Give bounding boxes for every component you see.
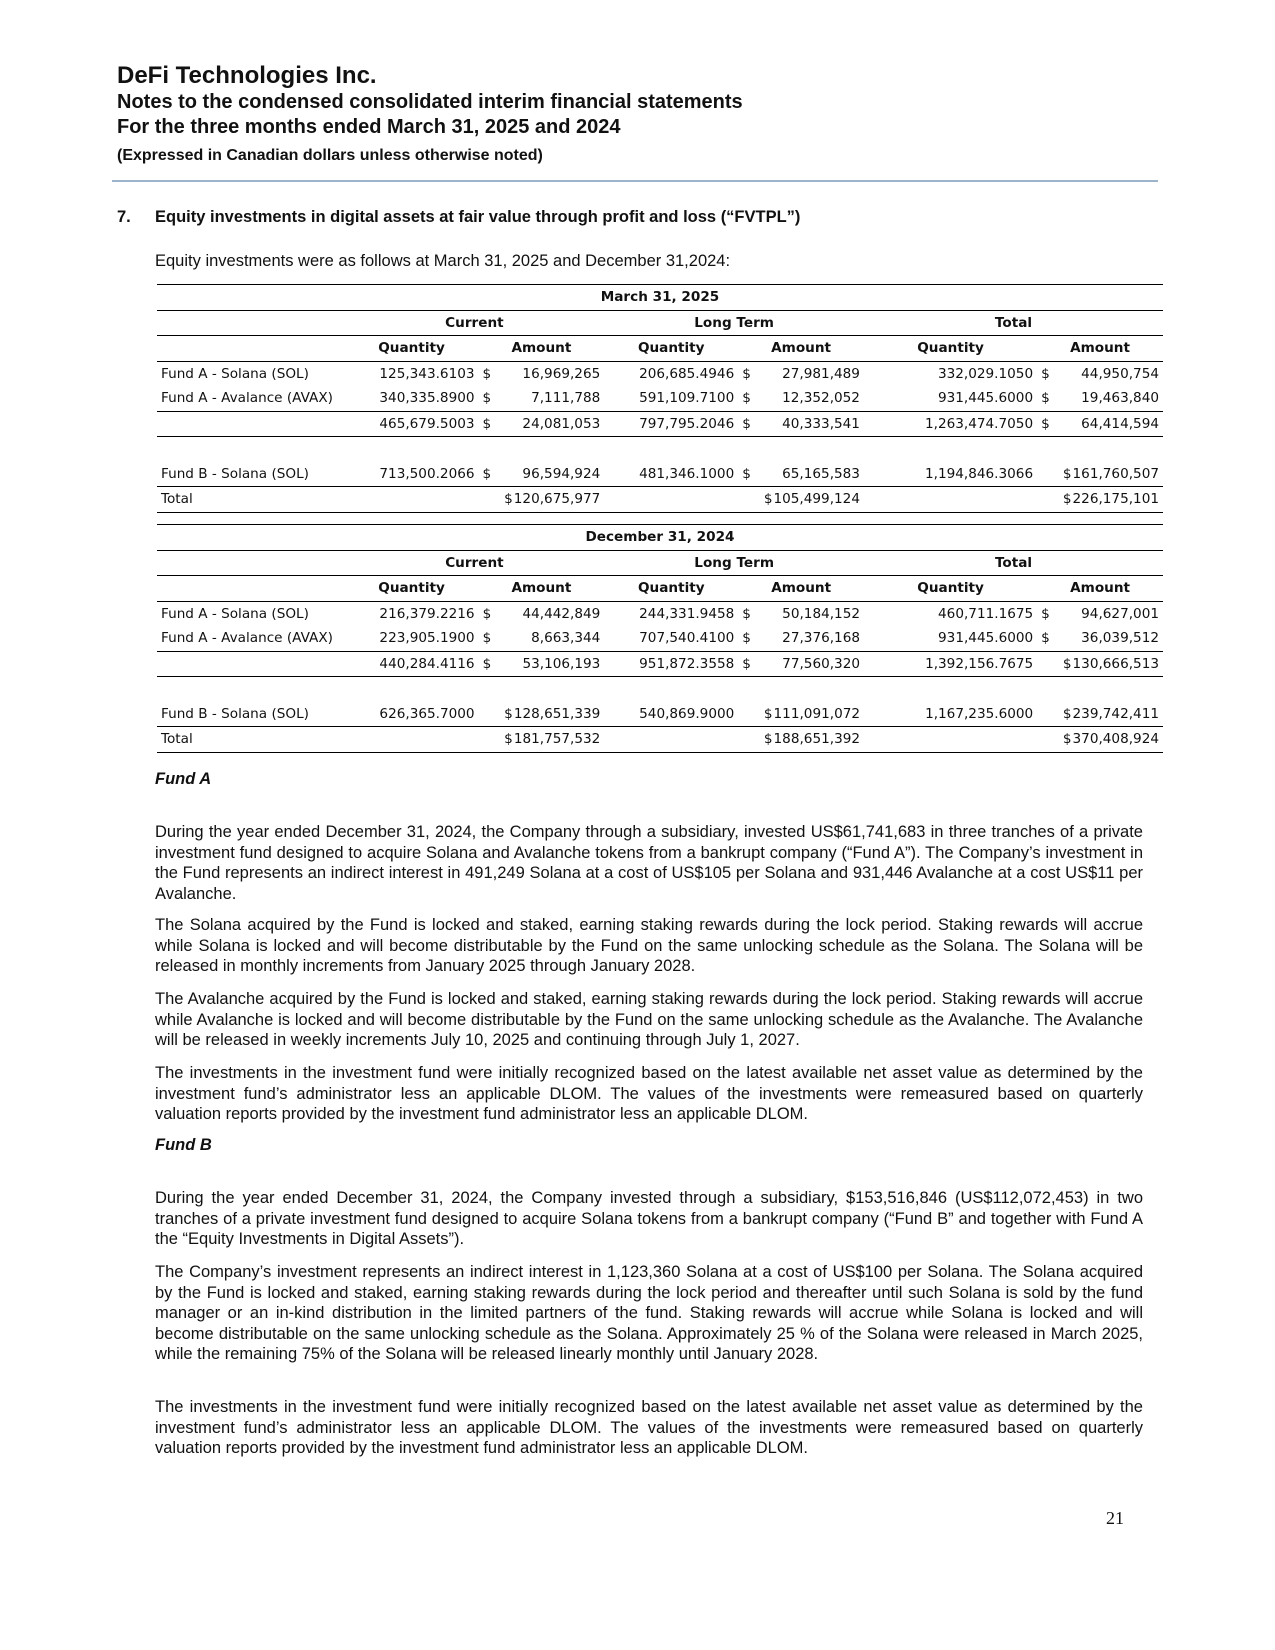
cell-current-amt: 181,757,532 [513, 731, 601, 748]
cell-current-qty: 340,335.8900 [345, 386, 479, 411]
header-divider [112, 180, 1158, 182]
cell-total-amt: 161,760,507 [1072, 465, 1159, 482]
fund-b-heading: Fund B [155, 1136, 212, 1154]
row-label: Fund A - Solana (SOL) [161, 365, 309, 382]
header-title: Notes to the condensed consolidated interim financial statements [117, 91, 743, 113]
cell-total-amt: 44,950,754 [1081, 365, 1159, 382]
group-total: Total [864, 310, 1163, 336]
col-amount: Amount [1037, 576, 1163, 602]
cell-longterm-amt: 40,333,541 [782, 415, 860, 432]
fund-a-paragraph-4: The investments in the investment fund were initially recognized based on the latest available net asset value as determined by the investment fund’s administrator less an applicable DLOM. The values of the investments were remeasured based on quarterly valuation reports provided by the investment fund administrator less an applicable DLOM. [155, 1064, 1143, 1124]
table-row [157, 601, 1163, 626]
group-current: Current [345, 550, 605, 576]
section-number: 7. [117, 208, 131, 226]
row-label: Fund A - Solana (SOL) [161, 605, 309, 622]
currency-symbol: $ [482, 390, 492, 407]
cell-longterm-amt: 65,165,583 [782, 465, 860, 482]
fund-b-paragraph-3: The investments in the investment fund were initially recognized based on the latest available net asset value as determined by the investment fund’s administrator less an applicable DLOM. The values of the investments were remeasured based on quarterly valuation reports provided by the investment fund administrator less an applicable DLOM. [155, 1398, 1143, 1458]
cell-current-amt: 96,594,924 [522, 465, 601, 482]
cell-current-qty: 713,500.2066 [345, 462, 479, 487]
cell-total-amt: 226,175,101 [1072, 491, 1159, 508]
col-quantity: Quantity [345, 576, 479, 602]
cell-current-amt: 120,675,977 [513, 491, 601, 508]
page-header [117, 62, 1157, 167]
cell-total-amt: 370,408,924 [1072, 731, 1159, 748]
cell-current-qty: 440,284.4116 [345, 651, 479, 677]
cell-longterm-amt: 27,376,168 [782, 630, 861, 647]
cell-longterm-amt: 77,560,320 [782, 655, 861, 672]
section-heading [117, 208, 800, 227]
fund-b-paragraph-1: During the year ended December 31, 2024, the Company invested through a subsidiary, $153,516,846 (US$112,072,453) in two tranches of a private investment fund designed to acquire Solana tokens from a bankrupt company (“Fund B” and together with Fund A the “Equity Investments in Digital Assets”). [155, 1189, 1143, 1249]
currency-symbol: $ [1062, 491, 1072, 508]
cell-longterm-qty: 206,685.4946 [639, 365, 735, 382]
currency-symbol: $ [763, 705, 773, 722]
currency-symbol: $ [742, 390, 751, 407]
table-row [157, 626, 1163, 651]
currency-symbol: $ [1041, 365, 1050, 382]
cell-total-amt: 130,666,513 [1072, 655, 1159, 672]
col-amount: Amount [479, 576, 605, 602]
row-label [157, 411, 345, 437]
cell-longterm-amt: 12,352,052 [782, 390, 860, 407]
cell-total-amt: 239,742,411 [1072, 705, 1159, 722]
cell-longterm-qty: 707,540.4100 [604, 626, 738, 651]
row-label: Total [157, 487, 345, 513]
currency-symbol: $ [482, 630, 492, 647]
section-title: Equity investments in digital assets at fair value through profit and loss (“FVTPL”) [155, 208, 801, 226]
group-total: Total [864, 550, 1163, 576]
cell-current-qty: 626,365.7000 [345, 702, 479, 727]
cell-current-amt: 8,663,344 [531, 630, 601, 647]
company-name: DeFi Technologies Inc. [117, 62, 377, 89]
currency-symbol: $ [742, 630, 751, 647]
currency-symbol: $ [763, 491, 773, 508]
currency-symbol: $ [504, 491, 513, 508]
cell-total-amt: 19,463,840 [1081, 390, 1159, 407]
table-december-2024 [157, 524, 1163, 753]
cell-current-qty: 465,679.5003 [345, 411, 479, 437]
currency-symbol: $ [742, 655, 751, 672]
row-label: Total [157, 727, 345, 753]
currency-symbol: $ [482, 415, 492, 432]
currency-symbol: $ [1062, 705, 1072, 722]
cell-longterm-amt: 105,499,124 [773, 491, 860, 508]
cell-total-qty: 931,445.6000 [864, 386, 1037, 411]
cell-current-amt: 16,969,265 [522, 365, 601, 382]
group-long-term: Long Term [604, 310, 864, 336]
fund-a-paragraph-3: The Avalanche acquired by the Fund is locked and staked, earning staking rewards during the lock period. Staking rewards will accrue while Avalanche is locked and will become distributable by the Fund on the same unlocking schedule as the Avalanche. The Avalanche will be released in weekly increments July 10, 2025 and continuing through July 1, 2027. [155, 990, 1143, 1050]
cell-current-qty: 125,343.6103 [379, 365, 475, 382]
currency-symbol: $ [1062, 465, 1072, 482]
table-period: December 31, 2024 [157, 525, 1163, 551]
table-row [157, 462, 1163, 487]
cell-current-qty: 223,905.1900 [345, 626, 479, 651]
subtotal-row [157, 411, 1163, 437]
col-amount: Amount [738, 576, 864, 602]
group-current: Current [345, 310, 605, 336]
cell-longterm-qty: 481,346.1000 [604, 462, 738, 487]
table-march-2025 [157, 284, 1163, 513]
currency-symbol: $ [763, 731, 773, 748]
cell-longterm-amt: 188,651,392 [773, 731, 861, 748]
fund-b-paragraph-2: The Company’s investment represents an indirect interest in 1,123,360 Solana at a cost of US$100 per Solana. The Solana acquired by the Fund is locked and staked, earning staking rewards during the lock period and thereafter until such Solana is sold by the fund manager or an in-kind distribution in the limited partners of the fund. Staking rewards will accrue while Solana is locked and will become distributable on the same unlocking schedule as the Solana. Approximately 25 % of the Solana were released in March 2025, while the remaining 75% of the Solana will be released linearly monthly until January 2028. [155, 1263, 1143, 1364]
cell-current-qty: 216,379.2216 [379, 605, 475, 622]
col-quantity: Quantity [864, 576, 1037, 602]
page-number: 21 [1106, 1508, 1124, 1528]
currency-symbol: $ [742, 605, 751, 622]
table-row [157, 361, 1163, 386]
currency-symbol: $ [1041, 630, 1050, 647]
col-quantity: Quantity [864, 336, 1037, 362]
col-quantity: Quantity [604, 576, 738, 602]
cell-total-qty: 460,711.1675 [938, 605, 1034, 622]
cell-current-amt: 24,081,053 [522, 415, 601, 432]
cell-total-qty: 931,445.6000 [864, 626, 1037, 651]
cell-total-amt: 64,414,594 [1081, 415, 1159, 432]
col-quantity: Quantity [604, 336, 738, 362]
currency-symbol: $ [482, 605, 492, 622]
total-row [157, 727, 1163, 753]
cell-longterm-qty: 951,872.3558 [604, 651, 738, 677]
cell-total-amt: 94,627,001 [1081, 605, 1159, 622]
cell-total-qty: 1,194,846.3066 [864, 462, 1037, 487]
cell-longterm-qty: 244,331.9458 [639, 605, 735, 622]
currency-symbol: $ [482, 655, 492, 672]
total-row [157, 487, 1163, 513]
cell-longterm-qty: 540,869.9000 [604, 702, 738, 727]
currency-symbol: $ [504, 705, 513, 722]
cell-total-qty: 1,263,474.7050 [864, 411, 1037, 437]
currency-symbol: $ [1041, 415, 1050, 432]
currency-symbol: $ [1041, 605, 1050, 622]
row-label: Fund B - Solana (SOL) [157, 702, 345, 727]
currency-symbol: $ [504, 731, 513, 748]
cell-total-qty: 1,392,156.7675 [864, 651, 1037, 677]
currency-symbol: $ [482, 365, 492, 382]
cell-current-amt: 44,442,849 [522, 605, 601, 622]
cell-total-amt: 36,039,512 [1081, 630, 1159, 647]
col-quantity: Quantity [345, 336, 479, 362]
fund-a-paragraph-2: The Solana acquired by the Fund is locked and staked, earning staking rewards during the lock period. Staking rewards will accrue while Solana is locked and will become distributable by the Fund on the same unlocking schedule as the Solana. The Solana will be released in monthly increments from January 2025 through January 2028. [155, 916, 1143, 976]
col-amount: Amount [479, 336, 605, 362]
currency-symbol: $ [1062, 731, 1072, 748]
subtotal-row [157, 651, 1163, 677]
cell-total-qty: 1,167,235.6000 [864, 702, 1037, 727]
cell-longterm-amt: 111,091,072 [773, 705, 861, 722]
row-label [157, 651, 345, 677]
currency-symbol: $ [742, 465, 751, 482]
cell-total-qty: 332,029.1050 [937, 365, 1034, 382]
row-label: Fund B - Solana (SOL) [157, 462, 345, 487]
cell-longterm-amt: 27,981,489 [782, 365, 860, 382]
cell-longterm-amt: 50,184,152 [782, 605, 861, 622]
currency-note: (Expressed in Canadian dollars unless otherwise noted) [117, 147, 543, 164]
currency-symbol: $ [742, 415, 751, 432]
cell-longterm-qty: 591,109.7100 [604, 386, 738, 411]
cell-current-amt: 128,651,339 [513, 705, 601, 722]
group-long-term: Long Term [604, 550, 864, 576]
table-row [157, 386, 1163, 411]
currency-symbol: $ [482, 465, 492, 482]
currency-symbol: $ [1062, 655, 1072, 672]
header-period: For the three months ended March 31, 2025 and 2024 [117, 116, 621, 138]
fund-a-paragraph-1: During the year ended December 31, 2024, the Company through a subsidiary, invested US$61,741,683 in three tranches of a private investment fund designed to acquire Solana and Avalanche tokens from a bankrupt company (“Fund A”). The Company’s investment in the Fund represents an indirect interest in 491,249 Solana at a cost of US$105 per Solana and 931,446 Avalanche at a cost US$11 per Avalanche. [155, 823, 1143, 903]
table-row [157, 702, 1163, 727]
col-amount: Amount [738, 336, 864, 362]
row-label: Fund A - Avalance (AVAX) [157, 626, 345, 651]
currency-symbol: $ [1041, 390, 1050, 407]
cell-longterm-qty: 797,795.2046 [604, 411, 738, 437]
currency-symbol: $ [742, 365, 751, 382]
fund-a-heading: Fund A [155, 770, 212, 788]
section-intro: Equity investments were as follows at March 31, 2025 and December 31,2024: [155, 252, 731, 270]
table-period: March 31, 2025 [157, 285, 1163, 311]
col-amount: Amount [1037, 336, 1163, 362]
cell-current-amt: 7,111,788 [531, 390, 601, 407]
row-label: Fund A - Avalance (AVAX) [157, 386, 345, 411]
cell-current-amt: 53,106,193 [522, 655, 601, 672]
